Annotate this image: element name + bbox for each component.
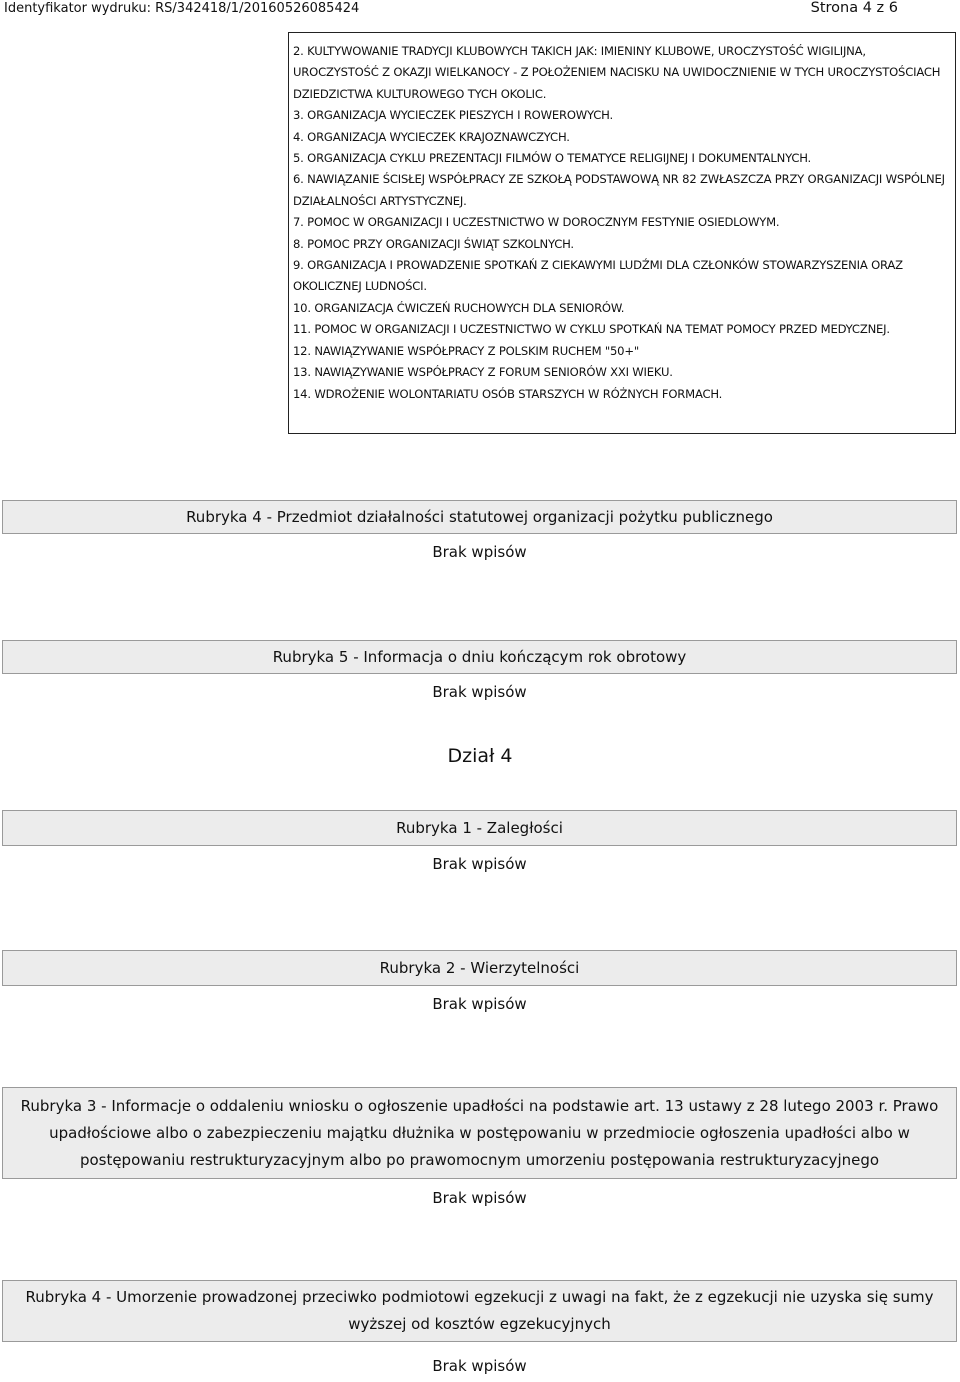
section-rubryka-3-bankruptcy: [2, 1087, 957, 1209]
section-entry: Brak wpisów: [432, 683, 527, 701]
list-item: 8. POMOC PRZY ORGANIZACJI ŚWIĄT SZKOLNYCH.: [293, 236, 574, 251]
section-entry: Brak wpisów: [432, 1189, 527, 1207]
section-title: Rubryka 3 - Informacje o oddaleniu wniosku o ogłoszenie upadłości na podstawie art. 13 ustawy z 28 lutego 2003 r. Prawo upadłościowe albo o zabezpieczeniu majątku dłużnika w postępowaniu w przedmiocie ogłoszenia upadłości albo w postępowaniu restrukturyzacyjnym albo po prawomocnym umorzeniu postępowania restrukturyzacyjnego: [2, 1087, 957, 1179]
page-header: [0, 0, 960, 20]
section-title: Rubryka 4 - Przedmiot działalności statutowej organizacji pożytku publicznego: [2, 500, 957, 534]
section-entry: Brak wpisów: [432, 855, 527, 873]
section-rubryka-4-enforcement: [2, 1280, 957, 1377]
list-item: 4. ORGANIZACJA WYCIECZEK KRAJOZNAWCZYCH.: [293, 129, 570, 144]
list-item: 7. POMOC W ORGANIZACJI I UCZESTNICTWO W DOROCZNYM FESTYNIE OSIEDLOWYM.: [293, 215, 780, 230]
list-item: 6. NAWIĄZANIE ŚCISŁEJ WSPÓŁPRACY ZE SZKOŁĄ PODSTAWOWĄ NR 82 ZWŁASZCZA PRZY ORGANIZACJI WSPÓLNEJ DZIAŁALNOŚCI ARTYSTYCZNEJ.: [293, 172, 945, 208]
list-item: 11. POMOC W ORGANIZACJI I UCZESTNICTWO W CYKLU SPOTKAŃ NA TEMAT POMOCY PRZED MEDYCZNEJ.: [293, 322, 890, 337]
activities-list: [288, 32, 956, 434]
section-title: Rubryka 4 - Umorzenie prowadzonej przeciwko podmiotowi egzekucji z uwagi na fakt, że z egzekucji nie uzyska się sumy wyższej od kosztów egzekucyjnych: [2, 1280, 957, 1342]
list-item: 2. KULTYWOWANIE TRADYCJI KLUBOWYCH TAKICH JAK: IMIENINY KLUBOWE, UROCZYSTOŚĆ WIGILIJNA, UROCZYSTOŚĆ Z OKAZJI WIELKANOCY - Z POŁOŻENIEM NACISKU NA UWIDOCZNIENIE W TYCH UROCZYSTOŚCIACH DZIEDZICTWA KULTUROWEGO TYCH OKOLIC.: [293, 44, 941, 101]
section-title: Rubryka 5 - Informacja o dniu kończącym rok obrotowy: [2, 640, 957, 674]
list-item: 3. ORGANIZACJA WYCIECZEK PIESZYCH I ROWEROWYCH.: [293, 108, 613, 123]
list-item: 13. NAWIĄZYWANIE WSPÓŁPRACY Z FORUM SENIORÓW XXI WIEKU.: [293, 365, 673, 380]
section-rubryka-5-fiscal-year: [2, 640, 957, 703]
page-number: Strona 4 z 6: [810, 0, 898, 16]
section-entry: Brak wpisów: [432, 995, 527, 1013]
list-item: 12. NAWIĄZYWANIE WSPÓŁPRACY Z POLSKIM RUCHEM "50+": [293, 343, 639, 358]
list-item: 10. ORGANIZACJA ĆWICZEŃ RUCHOWYCH DLA SENIORÓW.: [293, 300, 625, 315]
section-rubryka-2-debts: [2, 950, 957, 1015]
section-entry: Brak wpisów: [432, 543, 527, 561]
section-rubryka-4-statutory: [2, 500, 957, 563]
section-title: Rubryka 1 - Zaległości: [2, 810, 957, 846]
division-heading: Dział 4: [447, 745, 513, 767]
section-title: Rubryka 2 - Wierzytelności: [2, 950, 957, 986]
list-item: 14. WDROŻENIE WOLONTARIATU OSÓB STARSZYCH W RÓŻNYCH FORMACH.: [293, 386, 723, 401]
print-identifier: Identyfikator wydruku: RS/342418/1/20160526085424: [4, 1, 360, 16]
section-rubryka-1-arrears: [2, 810, 957, 875]
list-item: 5. ORGANIZACJA CYKLU PREZENTACJI FILMÓW O TEMATYCE RELIGIJNEJ I DOKUMENTALNYCH.: [293, 151, 812, 166]
section-entry: Brak wpisów: [432, 1357, 527, 1375]
list-item: 9. ORGANIZACJA I PROWADZENIE SPOTKAŃ Z CIEKAWYMI LUDŹMI DLA CZŁONKÓW STOWARZYSZENIA ORAZ OKOLICZNEJ LUDNOŚCI.: [293, 258, 903, 294]
